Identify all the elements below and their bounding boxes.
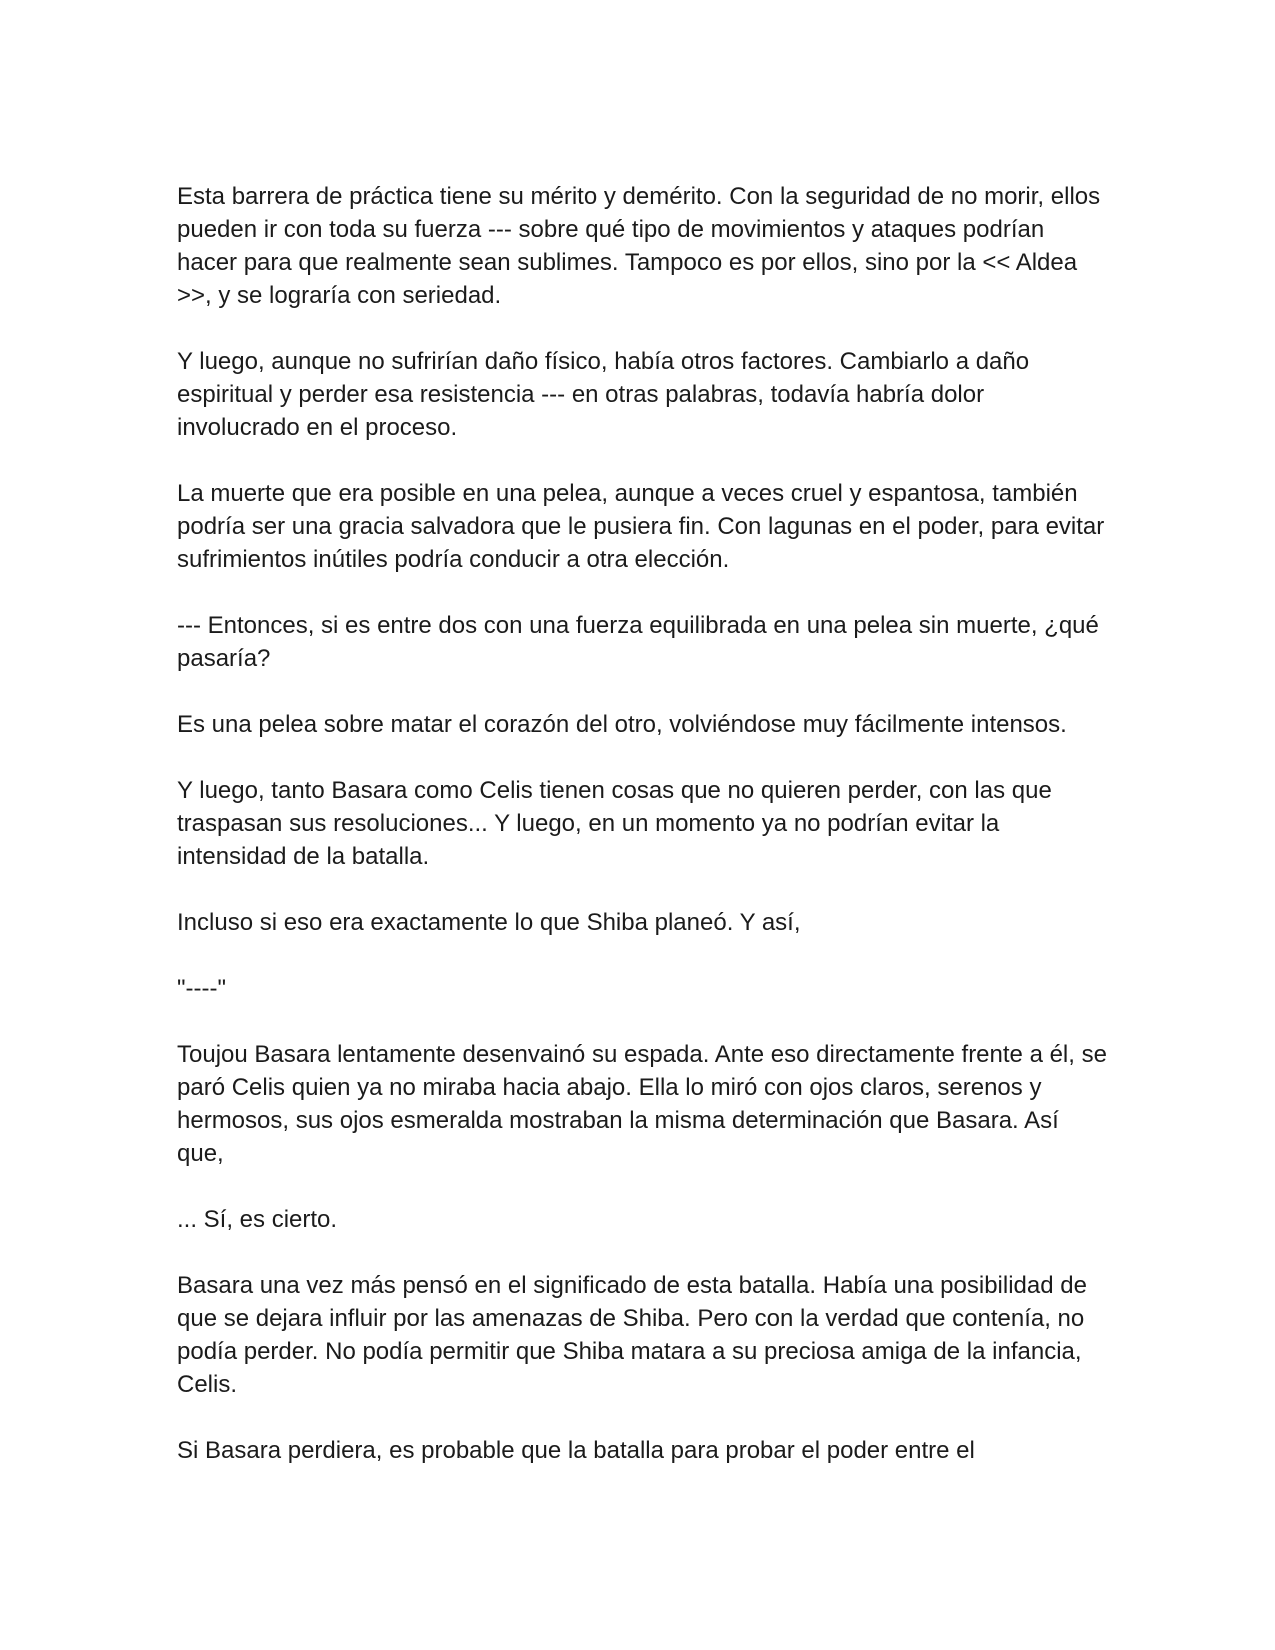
paragraph: "----" [177,975,227,1002]
paragraph: Si Basara perdiera, es probable que la batalla para probar el poder entre el [177,1437,975,1464]
paragraph: Basara una vez más pensó en el significado de esta batalla. Había una posibilidad de que se dejara influir por las amenazas de Shiba. Pero con la verdad que contenía, no podía perder. No podía permitir que Shiba matara a su preciosa amiga de la infancia, Celis. [177,1272,1087,1398]
paragraph: ... Sí, es cierto. [177,1206,338,1233]
paragraph: Toujou Basara lentamente desenvainó su espada. Ante eso directamente frente a él, se paró Celis quien ya no miraba hacia abajo. Ella lo miró con ojos claros, serenos y hermosos, sus ojos esmeralda mostraban la misma determinación que Basara. Así que, [177,1041,1107,1167]
paragraph: Y luego, aunque no sufrirían daño físico, había otros factores. Cambiarlo a daño espiritual y perder esa resistencia --- en otras palabras, todavía habría dolor involucrado en el proceso. [177,348,1030,441]
paragraph: Y luego, tanto Basara como Celis tienen cosas que no quieren perder, con las que traspasan sus resoluciones... Y luego, en un momento ya no podrían evitar la intensidad de la batalla. [177,777,1052,870]
paragraph: Incluso si eso era exactamente lo que Shiba planeó. Y así, [177,909,801,936]
paragraph: La muerte que era posible en una pelea, aunque a veces cruel y espantosa, también podría ser una gracia salvadora que le pusiera fin. Con lagunas en el poder, para evitar sufrimientos inútiles podría conducir a otra elección. [177,480,1105,573]
paragraph: Es una pelea sobre matar el corazón del otro, volviéndose muy fácilmente intensos. [177,711,1067,738]
paragraph: --- Entonces, si es entre dos con una fuerza equilibrada en una pelea sin muerte, ¿qué pasaría? [177,612,1099,672]
document-body [177,180,1107,1500]
paragraph: Esta barrera de práctica tiene su mérito y demérito. Con la seguridad de no morir, ellos pueden ir con toda su fuerza --- sobre qué tipo de movimientos y ataques podrían hacer para que realmente sean sublimes. Tampoco es por ellos, sino por la << Aldea >>, y se lograría con seriedad. [177,183,1101,309]
